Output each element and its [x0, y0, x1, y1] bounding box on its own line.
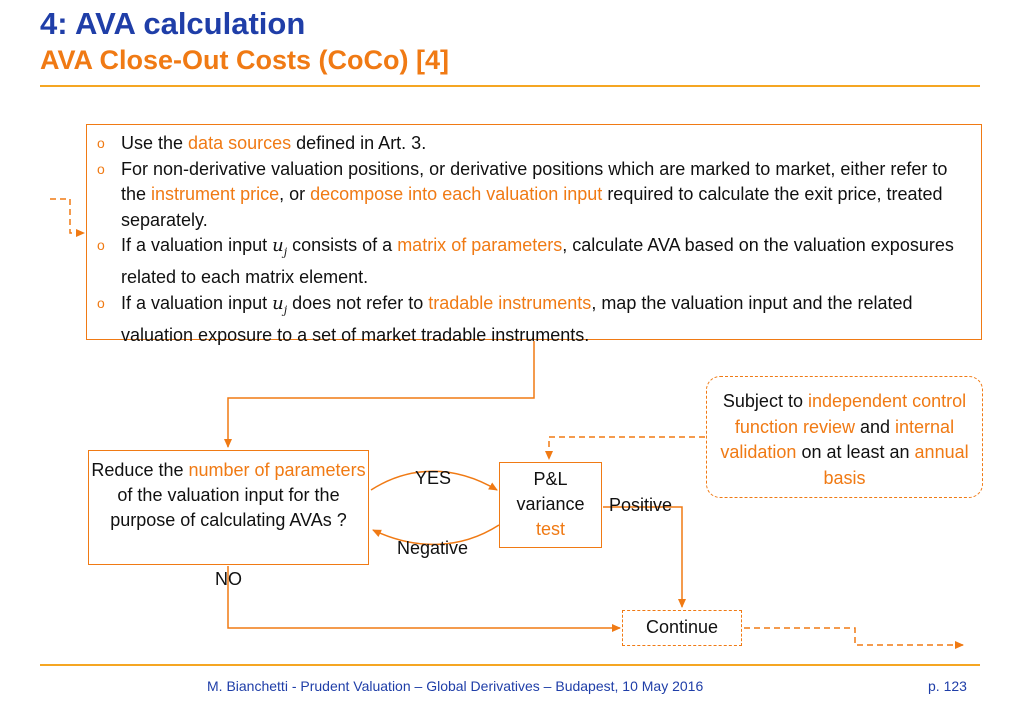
- positive-label: Positive: [609, 495, 673, 515]
- footer-rule: [40, 664, 980, 666]
- page-number: p. 123: [928, 678, 967, 694]
- bullet-marker: o: [97, 294, 105, 311]
- variable-u: $u_j$: [272, 292, 288, 317]
- highlight-data-sources: data sources: [188, 133, 292, 153]
- reduce-parameters-box: Reduce the number of parameters of the valuation input for the purpose of calculating AVAs ?: [88, 450, 369, 565]
- highlight-number-of-parameters: number of parameters: [188, 460, 366, 480]
- pl-variance-test-box: P&L variance test: [499, 462, 602, 548]
- exit-dashed-arrow: [744, 628, 963, 645]
- highlight-instrument-price: instrument price: [151, 184, 280, 204]
- highlight-independent-review: independent control function review: [734, 391, 967, 437]
- bullet-marker: o: [97, 237, 105, 253]
- highlight-annual-basis: annual basis: [823, 442, 969, 488]
- entry-dashed-arrow: [50, 199, 84, 233]
- bullet-matrix: o If a valuation input $u_j$ consists of a matrix of parameters, calculate AVA based on the valuation exposures related to each matrix element.: [97, 235, 954, 288]
- review-dashed-arrow: [549, 437, 705, 459]
- page-title: 4: AVA calculation: [40, 6, 306, 41]
- box-to-reduce-arrow: [228, 341, 534, 447]
- bullet-marker: o: [97, 160, 105, 177]
- bullet-data-sources: o Use the data sources defined in Art. 3.: [97, 131, 971, 157]
- footer-text: M. Bianchetti - Prudent Valuation – Global Derivatives – Budapest, 10 May 2016: [207, 678, 704, 694]
- highlight-test: test: [535, 519, 565, 539]
- highlight-tradable: tradable instruments: [428, 292, 592, 313]
- yes-label: YES: [415, 468, 452, 488]
- variable-u: $u_j$: [272, 235, 288, 259]
- no-label: NO: [215, 569, 242, 589]
- highlight-matrix: matrix of parameters: [397, 235, 563, 255]
- bullet-non-derivative: o For non-derivative valuation positions, or derivative positions which are marked to market, either refer to the instrument price, or decompose into each valuation input required to calculate the exit price, treated separately.: [97, 158, 948, 230]
- highlight-decompose: decompose into each valuation input: [310, 184, 603, 204]
- page-subtitle: AVA Close-Out Costs (CoCo) [4]: [40, 45, 449, 75]
- bullet-marker: o: [97, 135, 105, 151]
- no-arrow: [228, 566, 620, 628]
- continue-box: Continue: [622, 610, 742, 646]
- positive-arrow: [603, 507, 682, 607]
- highlight-internal-validation: internal validation: [720, 416, 955, 462]
- independent-review-box: Subject to independent control function review and internal validation on at least an annual basis: [706, 376, 983, 498]
- negative-label: Negative: [397, 538, 469, 558]
- bullet-tradable: o If a valuation input $u_j$ does not refer to tradable instruments, map the valuation input and the related valuation exposure to a set of market tradable instruments.: [97, 292, 913, 345]
